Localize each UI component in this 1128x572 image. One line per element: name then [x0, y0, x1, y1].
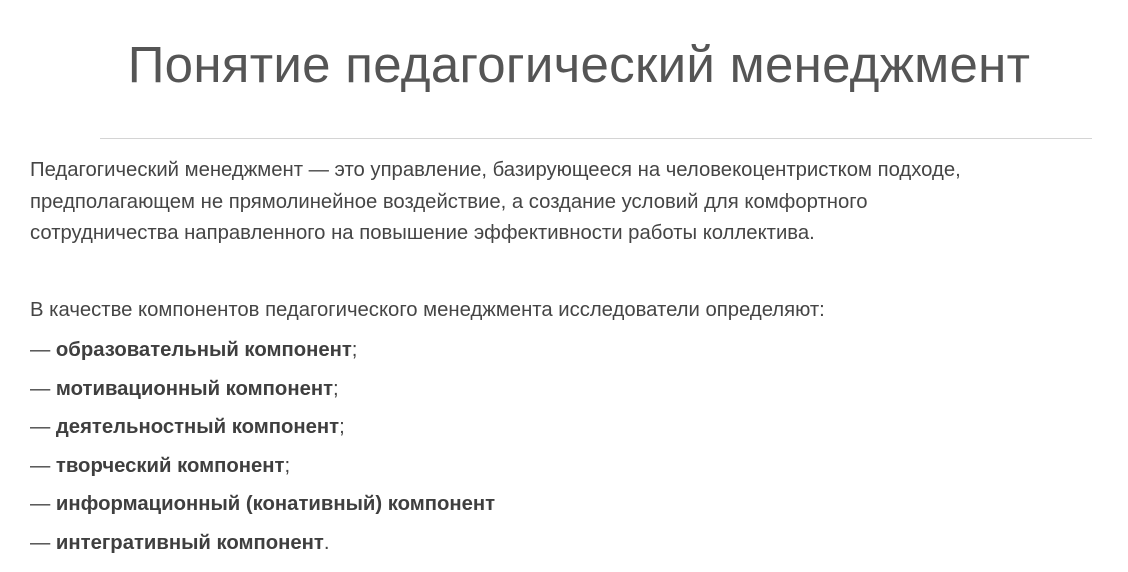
component-term: интегративный компонент	[55, 531, 324, 554]
list-punctuation: ;	[333, 377, 339, 400]
list-dash: —	[30, 493, 56, 515]
slide-title: Понятие педагогический менеджмент	[127, 36, 1031, 93]
list-dash: —	[30, 339, 56, 361]
list-punctuation: ;	[284, 454, 291, 477]
list-item	[30, 489, 495, 528]
list-item	[30, 335, 495, 374]
list-dash: —	[30, 416, 56, 438]
list-dash: —	[30, 454, 56, 477]
list-punctuation: .	[323, 531, 330, 554]
list-item	[30, 528, 495, 567]
list-item	[30, 374, 495, 413]
component-term: деятельностный компонент	[55, 416, 340, 438]
component-term: информационный (конативный) компонент	[55, 493, 496, 515]
component-term: образовательный компонент	[55, 339, 352, 361]
list-item	[30, 412, 495, 451]
definition-line: сотрудничества направленного на повышение эффективности работы коллектива.	[30, 222, 815, 244]
list-item	[30, 451, 495, 490]
definition-line: предполагающем не прямолинейное воздействие, а создание условий для комфортного	[30, 190, 868, 213]
component-term: творческий компонент	[55, 454, 285, 477]
component-term: мотивационный компонент	[55, 377, 334, 400]
components-list	[30, 335, 495, 566]
definition-line: Педагогический менеджмент — это управление, базирующееся на человекоцентристком подходе,	[30, 159, 961, 181]
list-punctuation: ;	[339, 416, 345, 438]
list-dash: —	[30, 531, 56, 554]
definition-paragraph	[30, 155, 1120, 250]
components-intro: В качестве компонентов педагогического менеджмента исследователи определяют:	[30, 299, 825, 321]
title-divider	[100, 138, 1092, 139]
list-punctuation: ;	[351, 339, 358, 361]
slide-body	[30, 155, 1120, 554]
list-dash: —	[30, 377, 56, 400]
